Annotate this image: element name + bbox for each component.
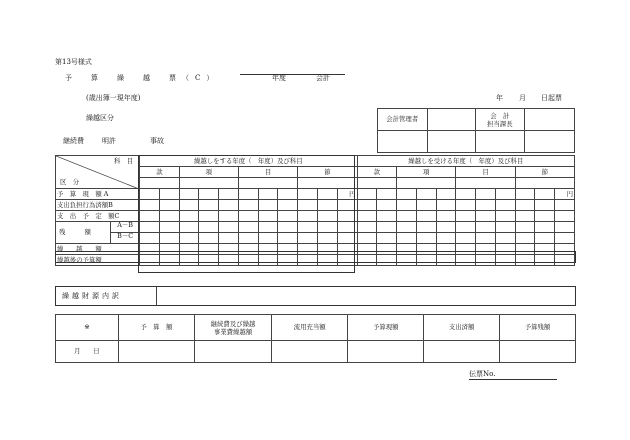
zan-cell [56,222,140,244]
bottom-table [55,314,576,363]
date-month: 月 [519,94,526,102]
row-label-b: 支出負担行為済額B [56,200,140,211]
header-ryuyo: 流用充当額 [272,315,348,341]
right-col-kan: 款 [357,167,397,178]
kubun-label: 区 分 [60,178,80,186]
right-col-kou: 項 [397,167,456,178]
manager-stamp [427,109,475,131]
left-col-kou: 項 [179,167,238,178]
left-col-setsu: 節 [298,167,357,178]
right-col-moku: 目 [456,167,515,178]
section-chief-stamp [524,109,574,131]
title-year-label: 年度 [272,74,286,82]
mark-cell: ※ [56,315,119,341]
manager-label: 会計管理者 [378,109,428,131]
category-a: 継続費 [63,137,84,145]
category-b: 明許 [102,137,116,145]
header-yosangaku: 予 算 額 [118,315,194,341]
kamoku-kubun-cell [56,156,140,189]
form-number: 第13号様式 [55,58,92,66]
sub-year: (歳出簿一現年度) [86,94,141,102]
header-shishutsuzumi: 支出済額 [424,315,500,341]
left-col-moku: 目 [238,167,297,178]
sub-row-a-b: A－B [111,222,139,233]
date-year: 年 [496,94,503,102]
date-day-start: 日起票 [541,94,562,102]
kurikoshi-row-outline [55,251,576,263]
voucher-no: 伝票No. [469,370,557,380]
sub-row-b-c: B－C [117,232,134,240]
source-label: 繰越財源内訳 [62,292,122,300]
title-account-label: 会計 [316,74,330,82]
section-chief-label: 会 計 担当課長 [475,109,524,131]
row-label-c: 支 出 予 定 額C [56,211,140,222]
right-col-setsu: 節 [515,167,574,178]
left-header: 繰越しをする年度（ 年度）及び科目 [140,156,357,167]
row-label-zan: 残 額 [59,228,91,236]
manager-box [377,108,575,153]
header-yosanzangaku: 予算残額 [500,315,576,341]
row-label-a: 予 算 現 額 A [56,189,140,200]
kamoku-label: 科 目 [113,157,134,165]
yen-right: 円 [555,189,575,200]
row-label-kurikoshi: 繰 越 額 [56,244,140,255]
form-title: 予 算 繰 越 票（C） [65,74,220,82]
header-yosangengaku: 予算現額 [348,315,424,341]
source-box [55,286,576,306]
header-keizokuhi: 継続費及び繰越 事業費繰越額 [195,315,272,341]
date-cell: 月 日 [56,341,119,363]
row-label-after: 繰越後の予算額 [56,255,140,266]
carry-type-label: 繰越区分 [86,114,114,122]
right-header: 繰越しを受ける年度（ 年度）及び科目 [357,156,574,167]
yen-left: 円 [337,189,357,200]
left-col-kan: 款 [140,167,180,178]
title-year-account [240,74,345,82]
category-c: 事故 [150,137,164,145]
